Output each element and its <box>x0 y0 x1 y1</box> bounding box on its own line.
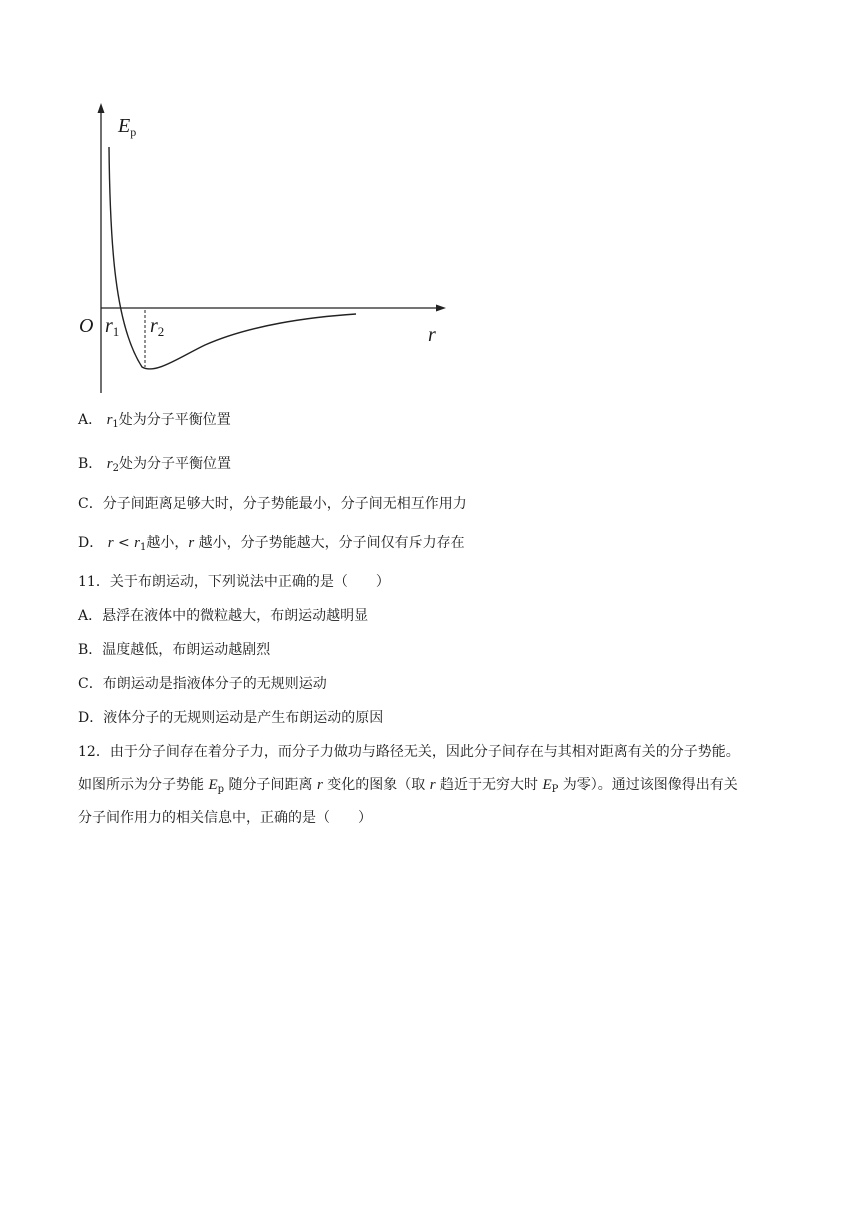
x-axis-arrow <box>436 305 446 312</box>
q10-option-c: C．分子间距离足够大时，分子势能最小，分子间无相互作用力 <box>78 496 467 512</box>
q12-line3: 分子间作用力的相关信息中，正确的是（ ） <box>78 810 372 826</box>
q10-option-a: A． $r_1$处为分子平衡位置 <box>78 412 231 430</box>
potential-curve <box>109 147 356 369</box>
y-axis-label: $E_p$ <box>118 115 137 139</box>
q11-option-d: D．液体分子的无规则运动是产生布朗运动的原因 <box>78 710 384 726</box>
q11-option-b: B．温度越低，布朗运动越剧烈 <box>78 642 271 658</box>
r2-label: $r_2$ <box>150 315 165 339</box>
potential-energy-figure <box>70 95 460 400</box>
q12-line1: 12．由于分子间存在着分子力，而分子力做功与路径无关，因此分子间存在与其相对距离有关的分子势能。 <box>78 744 740 760</box>
q11-option-c: C．布朗运动是指液体分子的无规则运动 <box>78 676 327 692</box>
origin-label: O <box>79 315 94 337</box>
q10-option-b: B． $r_2$处为分子平衡位置 <box>78 456 231 474</box>
y-axis-arrow <box>98 103 105 113</box>
q11-option-a: A．悬浮在液体中的微粒越大，布朗运动越明显 <box>78 608 369 624</box>
x-axis-label: r <box>428 324 436 346</box>
q11-stem: 11．关于布朗运动，下列说法中正确的是（ ） <box>78 574 390 590</box>
q12-line2: 如图所示为分子势能 $E_p$ 随分子间距离 r 变化的图象（取 r 趋近于无穷大时 $E_P$ 为零）。通过该图像得出有关 <box>78 777 738 795</box>
r1-label: $r_1$ <box>105 315 120 339</box>
q10-option-d: D． $r < r_1$越小，r 越小，分子势能越大，分子间仅有斥力存在 <box>78 535 465 553</box>
